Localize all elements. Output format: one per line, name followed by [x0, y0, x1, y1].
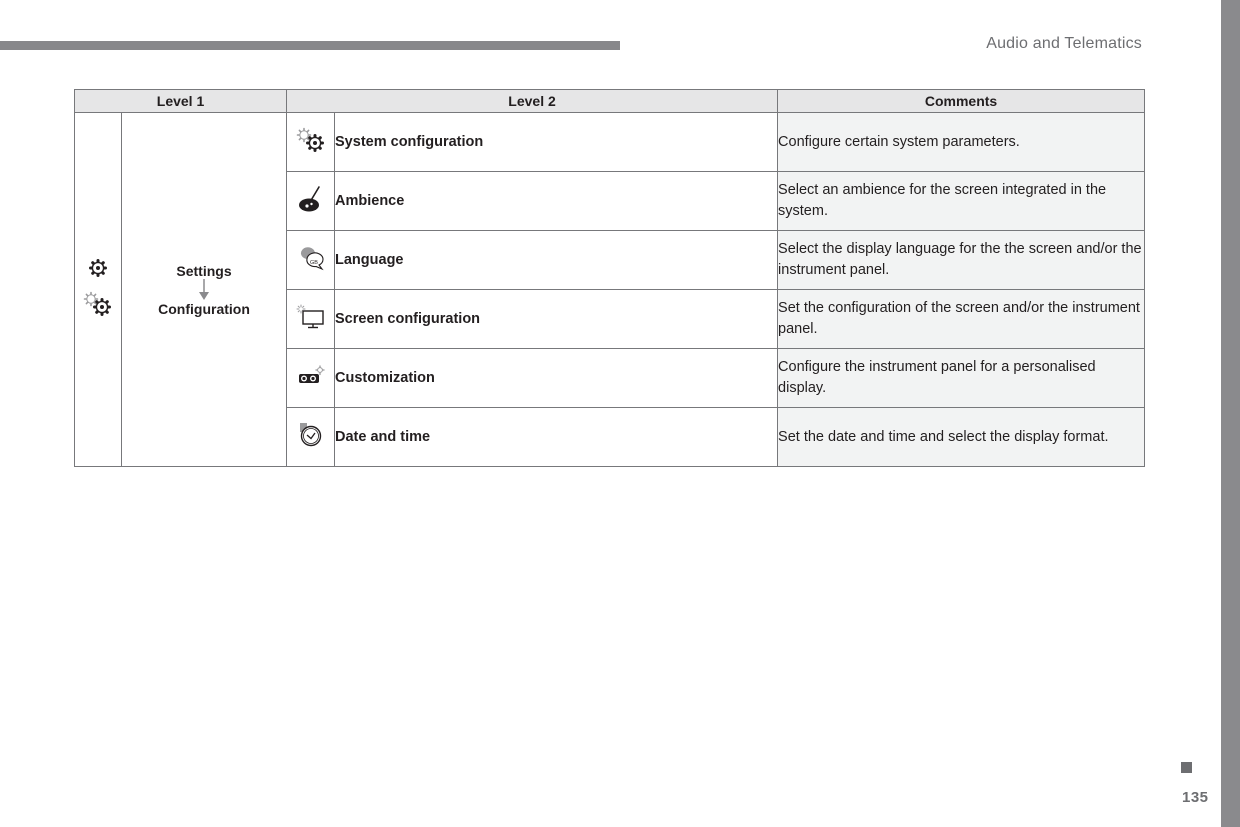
- row-icon-cell: [287, 231, 335, 290]
- configuration-icon: [83, 291, 113, 322]
- row-icon-cell: [287, 290, 335, 349]
- level1-configuration-label: Configuration: [158, 300, 250, 317]
- column-header-comments: Comments: [778, 90, 1145, 113]
- table-row: [75, 113, 1145, 172]
- row-comment: Configure the instrument panel for a personalised display.: [778, 349, 1145, 408]
- row-icon-cell: [287, 349, 335, 408]
- svg-text:GB: GB: [309, 259, 318, 266]
- page-marker-square: [1181, 762, 1192, 773]
- row-label: Customization: [335, 349, 778, 408]
- system-configuration-icon: [296, 127, 326, 158]
- row-comment: Select the display language for the the screen and/or the instrument panel.: [778, 231, 1145, 290]
- ambience-icon: [297, 185, 325, 218]
- screen-configuration-icon: [296, 304, 326, 335]
- customization-icon: [296, 364, 326, 393]
- row-comment: Configure certain system parameters.: [778, 113, 1145, 172]
- row-label: Date and time: [335, 408, 778, 467]
- section-title: Audio and Telematics: [986, 35, 1142, 52]
- row-comment: Set the configuration of the screen and/or the instrument panel.: [778, 290, 1145, 349]
- row-icon-cell: [287, 113, 335, 172]
- settings-menu-table: [74, 89, 1145, 467]
- down-arrow-icon: [198, 279, 210, 301]
- row-comment: Set the date and time and select the display format.: [778, 408, 1145, 467]
- page-edge-strip: [1221, 0, 1240, 827]
- header-bar: [0, 41, 620, 50]
- level1-settings-label: Settings: [176, 262, 232, 279]
- row-label: System configuration: [335, 113, 778, 172]
- page-number: 135: [1182, 789, 1209, 806]
- row-label: Language: [335, 231, 778, 290]
- row-label: Ambience: [335, 172, 778, 231]
- settings-icon: [88, 258, 108, 283]
- level1-label-cell: [122, 113, 287, 467]
- table-header-row: [75, 90, 1145, 113]
- language-icon: [297, 245, 325, 276]
- row-icon-cell: [287, 172, 335, 231]
- row-comment: Select an ambience for the screen integrated in the system.: [778, 172, 1145, 231]
- column-header-level2: Level 2: [287, 90, 778, 113]
- column-header-level1: Level 1: [75, 90, 287, 113]
- row-label: Screen configuration: [335, 290, 778, 349]
- level1-icons-cell: [75, 113, 122, 467]
- date-time-icon: [297, 421, 325, 454]
- row-icon-cell: [287, 408, 335, 467]
